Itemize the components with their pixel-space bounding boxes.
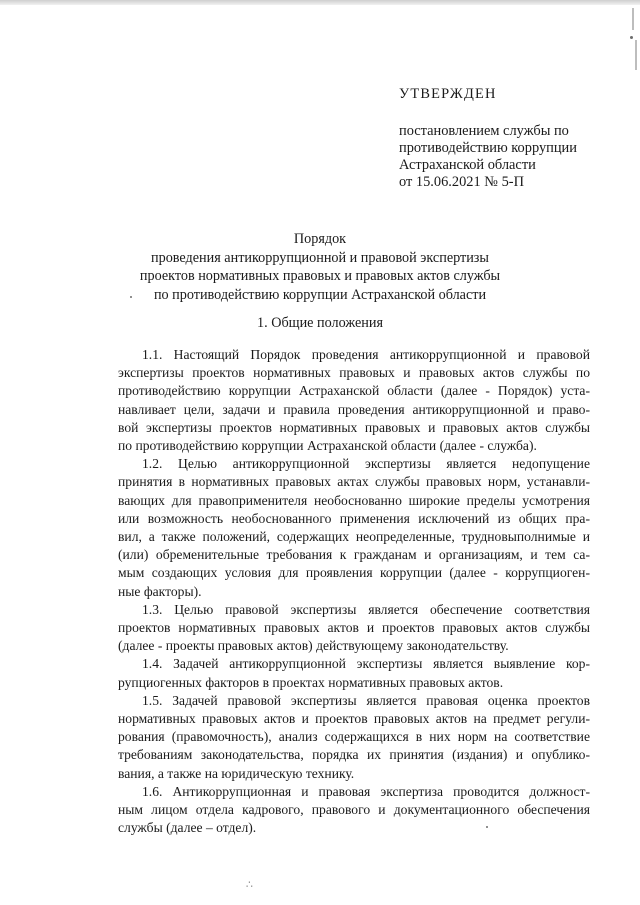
paragraph-1-3: [118, 601, 590, 656]
text-line: навливает цели, задачи и правила проведения антикоррупционной и право-: [118, 401, 590, 417]
text-line: рупциогенных факторов в проектах нормативных правовых актов.: [118, 674, 504, 690]
text-line: противодействию коррупции Астраханской области (далее - Порядок) уста-: [118, 383, 590, 399]
approval-title: УТВЕРЖДЕН: [399, 86, 497, 102]
approval-line: противодействию коррупции: [399, 140, 577, 156]
approval-line: постановлением службы по: [399, 123, 569, 139]
scan-speck: [630, 36, 633, 39]
text-line: службы (далее – отдел).: [118, 820, 257, 836]
text-line: проектов нормативных правовых актов и проектов правовых актов службы: [118, 620, 590, 636]
scan-mark: ∴: [246, 878, 253, 891]
text-line: 1.4. Задачей антикоррупционной экспертизы является выявление кор-: [142, 656, 590, 672]
document-body: [118, 346, 590, 837]
text-line: или возможность необоснованного применения исключений из общих пра-: [118, 510, 590, 526]
text-line: 1.1. Настоящий Порядок проведения антикоррупционной и правовой: [142, 347, 590, 362]
text-line: 1.3. Целью правовой экспертизы является обеспечение соответствия: [142, 601, 590, 617]
paragraph-1-4: [118, 655, 590, 691]
text-line: принятия в нормативных правовых актах службы правовых норм, устанавли-: [118, 474, 590, 490]
text-line: мым создающих условия для проявления коррупции (далее - коррупциоген-: [118, 565, 590, 581]
approval-block: [399, 86, 629, 191]
approval-line: Астраханской области: [399, 157, 536, 173]
paragraph-1-6: [118, 783, 590, 838]
text-line: по противодействию коррупции Астраханской области (далее - служба).: [118, 438, 537, 454]
title-line: проведения антикоррупционной и правовой экспертизы: [151, 249, 489, 266]
text-line: вания, а также на юридическую технику.: [118, 765, 355, 781]
text-line: ным лицом отдела кадрового, правового и документационного обеспечения: [118, 802, 590, 818]
title-line: по противодействию коррупции Астраханской области: [153, 286, 487, 303]
text-line: ные факторы).: [118, 583, 202, 599]
text-line: требованиям законодательства, порядка их принятия (издания) и опублико-: [118, 747, 590, 763]
text-line: 1.6. Антикоррупционная и правовая экспертиза проводится должност-: [142, 783, 590, 799]
text-line: вой экспертизы проектов нормативных правовых и правовых актов службы: [118, 419, 590, 435]
section-heading: 1. Общие положения: [257, 315, 383, 331]
text-line: экспертизы проектов нормативных правовых и правовых актов службы по: [118, 365, 590, 381]
approval-date: от 15.06.2021 № 5-П: [399, 174, 524, 190]
scan-right-edge: [626, 0, 640, 80]
document-title: [60, 230, 580, 304]
paragraph-1-2: [118, 455, 590, 601]
scan-top-edge: [0, 0, 640, 5]
text-line: 1.5. Задачей правовой экспертизы является правовая оценка проектов: [142, 692, 590, 708]
text-line: вил, а также положений, содержащих неопределенные, трудновыполнимые и: [118, 529, 590, 545]
text-line: рования (правомочность), анализ содержащихся в них норм на соответствие: [118, 729, 590, 745]
title-line: Порядок: [293, 231, 347, 247]
scan-speck: [130, 296, 132, 298]
text-line: 1.2. Целью антикоррупционной экспертизы является недопущение: [142, 456, 590, 472]
text-line: нормативных правовых актов и проектов правовых актов на предмет регули-: [118, 711, 590, 727]
text-line: (далее - проекты правовых актов) действующему законодательству.: [118, 638, 509, 654]
paragraph-1-1: [118, 346, 590, 455]
paragraph-1-5: [118, 692, 590, 783]
text-line: (или) обременительные требования к гражданам и организациям, и тем са-: [118, 547, 590, 563]
title-line: проектов нормативных правовых и правовых актов службы: [139, 268, 501, 284]
scan-speck: [486, 826, 488, 828]
text-line: вающих для правоприменителя необоснованно широкие пределы усмотрения: [118, 492, 590, 508]
